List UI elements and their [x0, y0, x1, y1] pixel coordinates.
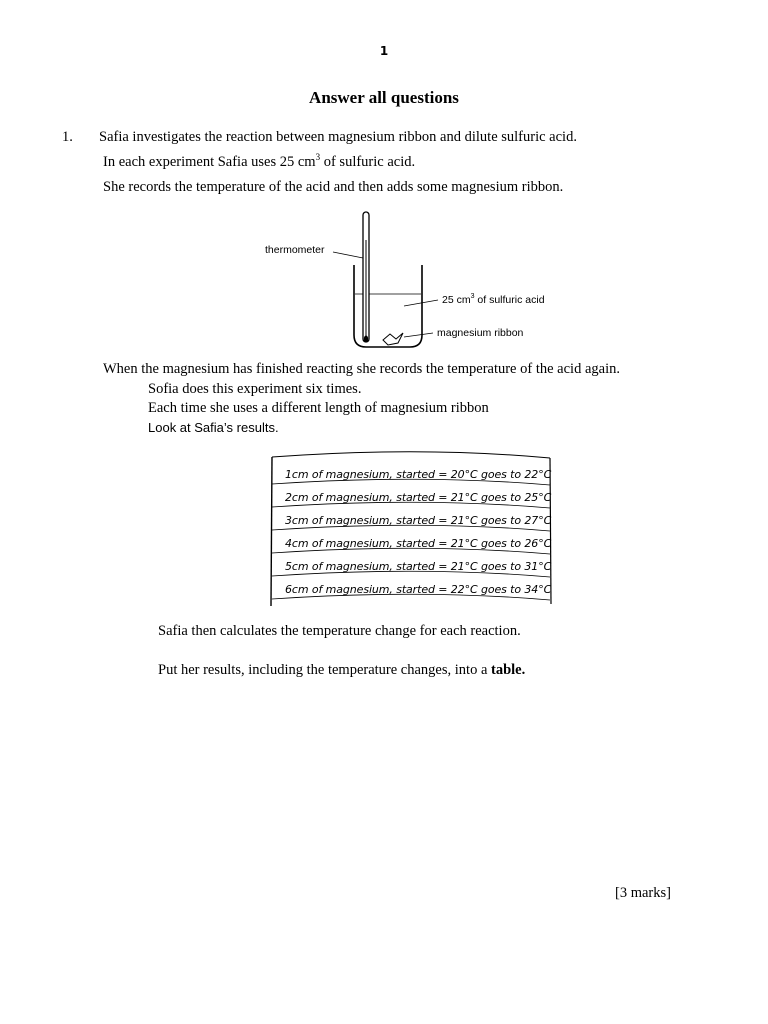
result-line-5: 5cm of magnesium, started = 21°C goes to 31°C [285, 560, 552, 573]
text-after-line-4: Look at Safia’s results. [148, 420, 279, 435]
instruction-line-2: Put her results, including the temperature changes, into a table. [158, 662, 526, 678]
marks-label: [3 marks] [615, 885, 671, 901]
text-after-line-2: Sofia does this experiment six times. [148, 381, 362, 397]
question-line-3: She records the temperature of the acid and then adds some magnesium ribbon. [103, 179, 564, 195]
result-line-6: 6cm of magnesium, started = 22°C goes to 34°C [285, 583, 552, 596]
result-line-2: 2cm of magnesium, started = 21°C goes to 25°C [285, 491, 552, 504]
question-number: 1. [62, 129, 73, 145]
magnesium-ribbon-label: magnesium ribbon [437, 327, 524, 339]
result-line-3: 3cm of magnesium, started = 21°C goes to 27°C [285, 514, 552, 527]
text-after-line-1: When the magnesium has finished reacting she records the temperature of the acid again. [103, 361, 620, 377]
instruction-line-1: Safia then calculates the temperature change for each reaction. [158, 623, 521, 639]
page-number: 1 [379, 44, 389, 58]
question-line-1: Safia investigates the reaction between magnesium ribbon and dilute sulfuric acid. [99, 129, 577, 145]
page-heading: Answer all questions [309, 88, 459, 107]
result-line-4: 4cm of magnesium, started = 21°C goes to 26°C [285, 537, 552, 550]
question-line-2: In each experiment Safia uses 25 $cm^3$ of sulfuric acid. [103, 152, 416, 170]
text-after-line-3: Each time she uses a different length of magnesium ribbon [148, 400, 489, 416]
thermometer-label: thermometer [265, 244, 325, 256]
instruction-bold-word: table. [491, 662, 526, 678]
sulfuric-acid-label: 25 $cm^3$ of sulfuric acid [442, 293, 545, 306]
result-line-1: 1cm of magnesium, started = 20°C goes to 22°C [285, 468, 552, 481]
